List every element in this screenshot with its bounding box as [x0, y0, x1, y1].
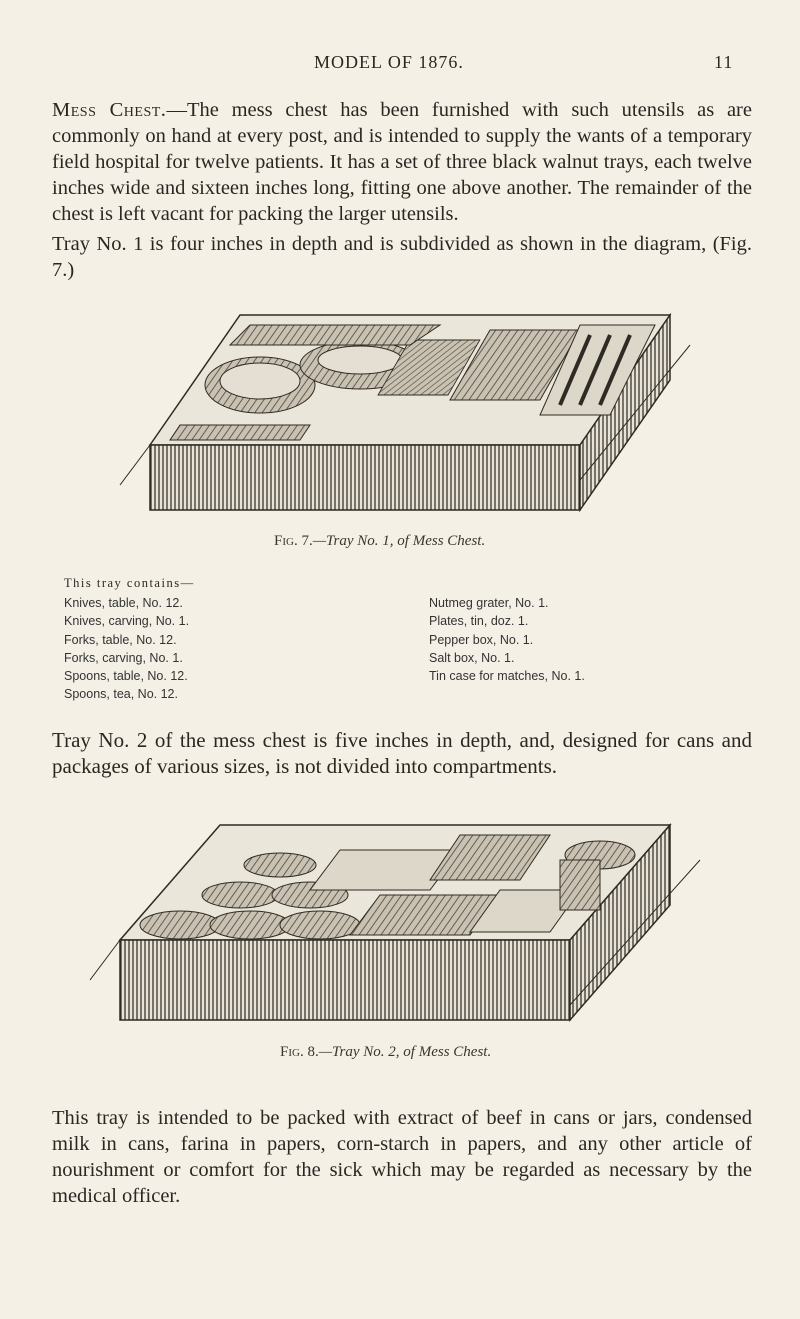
list-item: Pepper box, No. 1.	[429, 632, 534, 647]
paragraph-mess-chest-text: —The mess chest has been furnished with such utensils as are commonly on hand at every post, and is intended to supply the wants of a temporary field hospital for twelve patients. It has a set of three black walnut trays, each twelve inches wide and sixteen inches long, fitting one above another. The remainder of the chest is left vacant for packing the larger utensils.	[52, 99, 752, 225]
figure-7-caption	[274, 533, 485, 550]
tray-contents-right-list	[429, 594, 585, 685]
page-number: 11	[714, 52, 734, 72]
list-item: Tin case for matches, No. 1.	[429, 669, 585, 684]
list-item: Spoons, table, No. 12.	[64, 669, 188, 684]
figure-8-tray-2-illustration	[80, 820, 720, 1030]
list-item: Knives, carving, No. 1.	[64, 614, 190, 629]
figure-8-label: Fig. 8.	[280, 1044, 319, 1060]
paragraph-mess-chest	[52, 97, 752, 227]
figure-7-title: —Tray No. 1, of Mess Chest.	[312, 533, 486, 549]
tray-front-side	[150, 445, 580, 510]
list-item: Forks, carving, No. 1.	[64, 650, 183, 665]
list-item: Knives, table, No. 12.	[64, 596, 183, 610]
section-term: Mess Chest.	[52, 99, 167, 121]
running-title: MODEL OF 1876.	[314, 52, 464, 72]
tray-contents-heading: This tray contains—	[64, 576, 195, 590]
list-item: Forks, table, No. 12.	[64, 632, 177, 647]
tray-contents-left-list	[64, 594, 189, 704]
page-header	[0, 52, 800, 80]
figure-8-caption	[280, 1044, 491, 1061]
figure-8-title: —Tray No. 2, of Mess Chest.	[318, 1044, 492, 1060]
figure-7-tray-1-illustration	[110, 305, 710, 520]
list-item: Salt box, No. 1.	[429, 650, 515, 665]
list-item: Nutmeg grater, No. 1.	[429, 596, 549, 610]
paragraph-tray-2-usage: This tray is intended to be packed with extract of beef in cans or jars, condensed milk in cans, farina in papers, corn-starch in papers, and any other article of nourishment or comfort for the sick which may be regarded as necessary by the medical officer.	[52, 1107, 752, 1207]
list-item: Plates, tin, doz. 1.	[429, 614, 529, 629]
list-item: Spoons, tea, No. 12.	[64, 687, 178, 702]
tray-front-side	[120, 940, 570, 1020]
figure-7-label: Fig. 7.	[274, 533, 313, 549]
paragraph-tray-2: Tray No. 2 of the mess chest is five inches in depth, and, designed for cans and packages of various sizes, is not divided into compartments.	[52, 728, 752, 778]
paragraph-tray-1: Tray No. 1 is four inches in depth and is subdivided as shown in the diagram, (Fig. 7.)	[52, 233, 752, 281]
